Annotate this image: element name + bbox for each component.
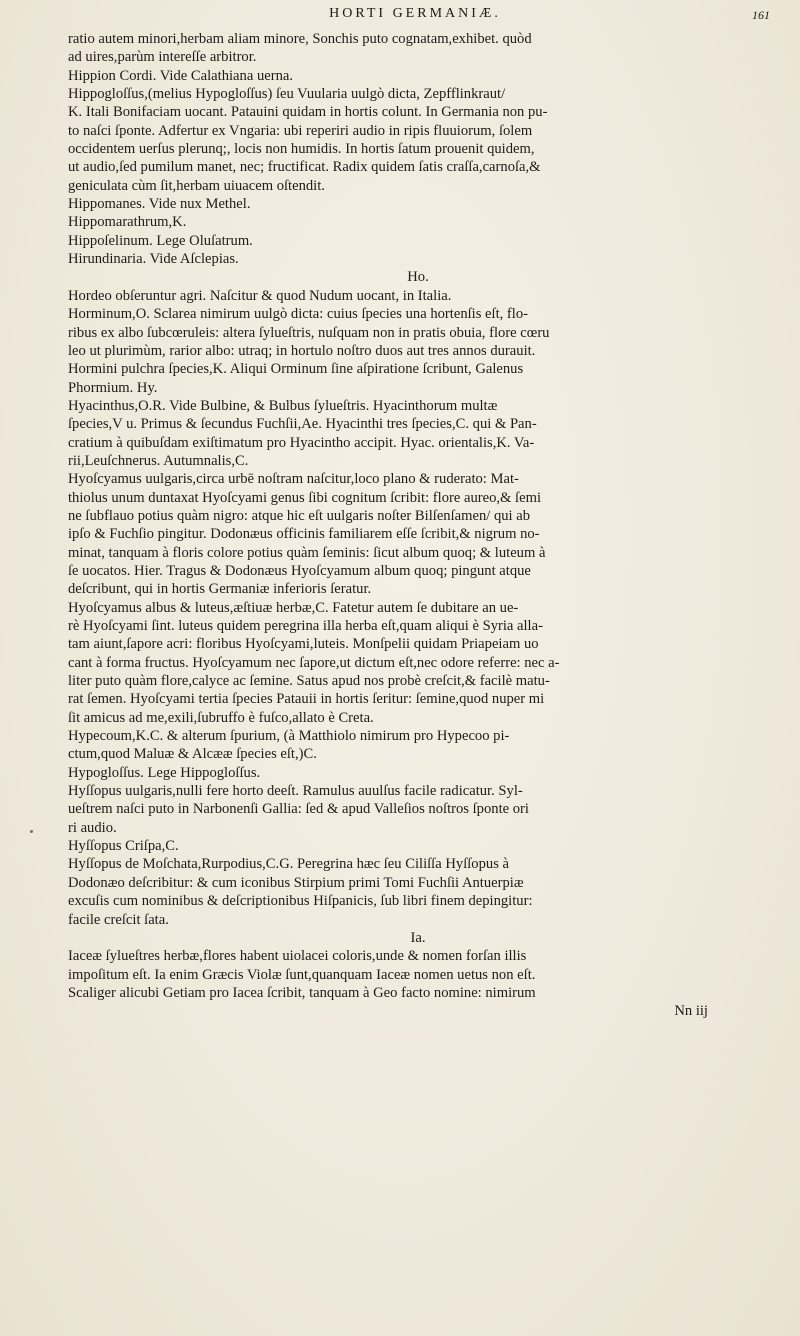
text-line: thiolus unum duntaxat Hyoſcyami genus ſibi cognitum ſcribit: flore aureo,& ſemi <box>68 489 541 506</box>
text-line: ribus ex albo ſubcœruleis: altera ſylueſtris, nuſquam non in pratis obuia, flore cœru <box>68 324 550 341</box>
text-line: Hippogloſſus,(melius Hypogloſſus) ſeu Vuularia uulgò dicta, Zepfflinkraut/ <box>68 86 506 103</box>
text-line: Hypogloſſus. Lege Hippogloſſus. <box>68 764 261 781</box>
text-line: liter puto quàm flore,calyce ac ſemine. Satus apud nos probè creſcit,& facilè matu- <box>68 673 550 690</box>
text-line: ſit amicus ad me,exili,ſubruffo è fuſco,allato è Creta. <box>68 709 374 726</box>
text-line: to naſci ſponte. Adfertur ex Vngaria: ubi reperiri audio in ripis fluuiorum, ſolem <box>68 122 533 139</box>
text-line: Hyſſopus uulgaris,nulli fere horto deeſt. Ramulus auulſus facile radicatur. Syl- <box>68 783 523 800</box>
text-line: cratium à quibuſdam exiſtimatum pro Hyacintho accipit. Hyac. orientalis,K. Va- <box>68 434 535 451</box>
body-text <box>68 30 768 1021</box>
text-line: Hyſſopus de Moſchata,Rurpodius,C.G. Peregrina hæc ſeu Ciliſſa Hyſſopus à <box>68 856 509 873</box>
text-line: Hordeo obſeruntur agri. Naſcitur & quod Nudum uocant, in Italia. <box>68 287 452 304</box>
text-line: ri audio. <box>68 819 117 836</box>
text-line: occidentem uerſus plerunq;, locis non humidis. In hortis ſatum prouenit quidem, <box>68 141 535 158</box>
text-line: Hippoſelinum. Lege Oluſatrum. <box>68 232 253 249</box>
text-line: Hyſſopus Criſpa,C. <box>68 838 179 855</box>
running-head: HORTI GERMANIÆ. <box>329 6 501 21</box>
text-line: cant à forma fructus. Hyoſcyamum nec ſapore,ut dictum eſt,nec odore referre: nec a- <box>68 654 560 671</box>
text-line: deſcribunt, qui in hortis Germaniæ inferioris ſeratur. <box>68 581 372 598</box>
text-line: excuſis cum nominibus & deſcriptionibus Hiſpanicis, ſub libri finem depingitur: <box>68 893 533 910</box>
text-line: ſe uocatos. Hier. Tragus & Dodonæus Hyoſcyamum album quoq; pingunt atque <box>68 562 531 579</box>
text-line: Hyoſcyamus albus & luteus,æſtiuæ herbæ,C. Fatetur autem ſe dubitare an ue- <box>68 599 519 616</box>
text-line: Horminum,O. Sclarea nimirum uulgò dicta: cuius ſpecies una hortenſis eſt, flo- <box>68 306 529 323</box>
text-line: Hormini pulchra ſpecies,K. Aliqui Orminum ſine aſpiratione ſcribunt, Galenus <box>68 361 524 378</box>
text-line: Hyoſcyamus uulgaris,circa urbē noſtram naſcitur,loco plano & ruderato: Mat- <box>68 471 519 488</box>
text-line: K. Itali Bonifaciam uocant. Patauini quidam in hortis colunt. In Germania non pu- <box>68 104 548 121</box>
text-line: ctum,quod Maluæ & Alcææ ſpecies eſt,)C. <box>68 746 317 763</box>
text-line: Hippomarathrum,K. <box>68 214 187 231</box>
text-line: Ia. <box>410 929 426 946</box>
text-line: ſpecies,V u. Primus & ſecundus Fuchſii,Ae. Hyacinthi tres ſpecies,C. qui & Pan- <box>68 416 537 433</box>
text-line: Hypecoum,K.C. & alterum ſpurium, (à Matthiolo nimirum pro Hypecoo pi- <box>68 728 510 745</box>
text-line: Iaceæ ſylueſtres herbæ,flores habent uiolacei coloris,unde & nomen forſan illis <box>68 948 527 965</box>
text-line: minat, tanquam à floris colore potius quàm ſeminis: ſicut album quoq; & luteum à <box>68 544 546 561</box>
text-line: leo ut plurimùm, rarior albo: utraq; in hortulo noſtro duos aut tres annos durauit. <box>68 342 536 359</box>
text-line: Phormium. Hy. <box>68 379 158 396</box>
text-line: Ho. <box>407 269 429 286</box>
text-line: Hirundinaria. Vide Aſclepias. <box>68 251 239 268</box>
text-line: Hippion Cordi. Vide Calathiana uerna. <box>68 67 294 84</box>
text-line: rat ſemen. Hyoſcyami tertia ſpecies Patauii in hortis ſeritur: ſemine,quod nuper mi <box>68 691 545 708</box>
text-line: facile creſcit ſata. <box>68 911 169 928</box>
text-line: ut audio,ſed pumilum manet, nec; fructificat. Radix quidem ſatis craſſa,carnoſa,& <box>68 159 541 176</box>
text-line: impoſitum eſt. Ia enim Græcis Violæ ſunt,quanquam Iaceæ nomen uetus non eſt. <box>68 966 536 983</box>
text-line: ipſo & Fuchſio pingitur. Dodonæus officinis familiarem eſſe ſcribit,& nigrum no- <box>68 526 540 543</box>
text-line: geniculata cùm ſit,herbam uiuacem oſtendit. <box>68 177 325 194</box>
text-line: Nn iij <box>674 1003 708 1020</box>
text-line: tam aiunt,ſapore acri: floribus Hyoſcyami,luteis. Monſpelii quidam Priapeiam uo <box>68 636 539 653</box>
text-line: ne ſubflauo potius quàm nigro: atque hic eſt uulgaris noſter Bilſenſamen/ qui ab <box>68 507 531 524</box>
page-number: 161 <box>752 8 770 22</box>
text-line: rè Hyoſcyami ſint. luteus quidem peregrina illa herba eſt,quam aliqui è Syria alla- <box>68 618 543 634</box>
text-line: Dodonæo deſcribitur: & cum iconibus Stirpium primi Tomi Fuchſii Antuerpiæ <box>68 874 524 891</box>
ink-speck <box>30 830 33 833</box>
text-line: ad uires,parùm intereſſe arbitror. <box>68 49 257 66</box>
text-line: Hippomanes. Vide nux Methel. <box>68 196 251 213</box>
text-line: Hyacinthus,O.R. Vide Bulbine, & Bulbus ſylueſtris. Hyacinthorum multæ <box>68 397 498 414</box>
text-line: Scaliger alicubi Getiam pro Iacea ſcribit, tanquam à Geo facto nomine: nimirum <box>68 984 536 1001</box>
text-line: ueſtrem naſci puto in Narbonenſi Gallia: ſed & apud Valleſios noſtros ſponte ori <box>68 801 529 818</box>
page-header <box>60 6 770 28</box>
text-line: ratio autem minori,herbam aliam minore, Sonchis puto cognatam,exhibet. quòd <box>68 31 532 47</box>
text-line: rii,Leuſchnerus. Autumnalis,C. <box>68 452 249 469</box>
